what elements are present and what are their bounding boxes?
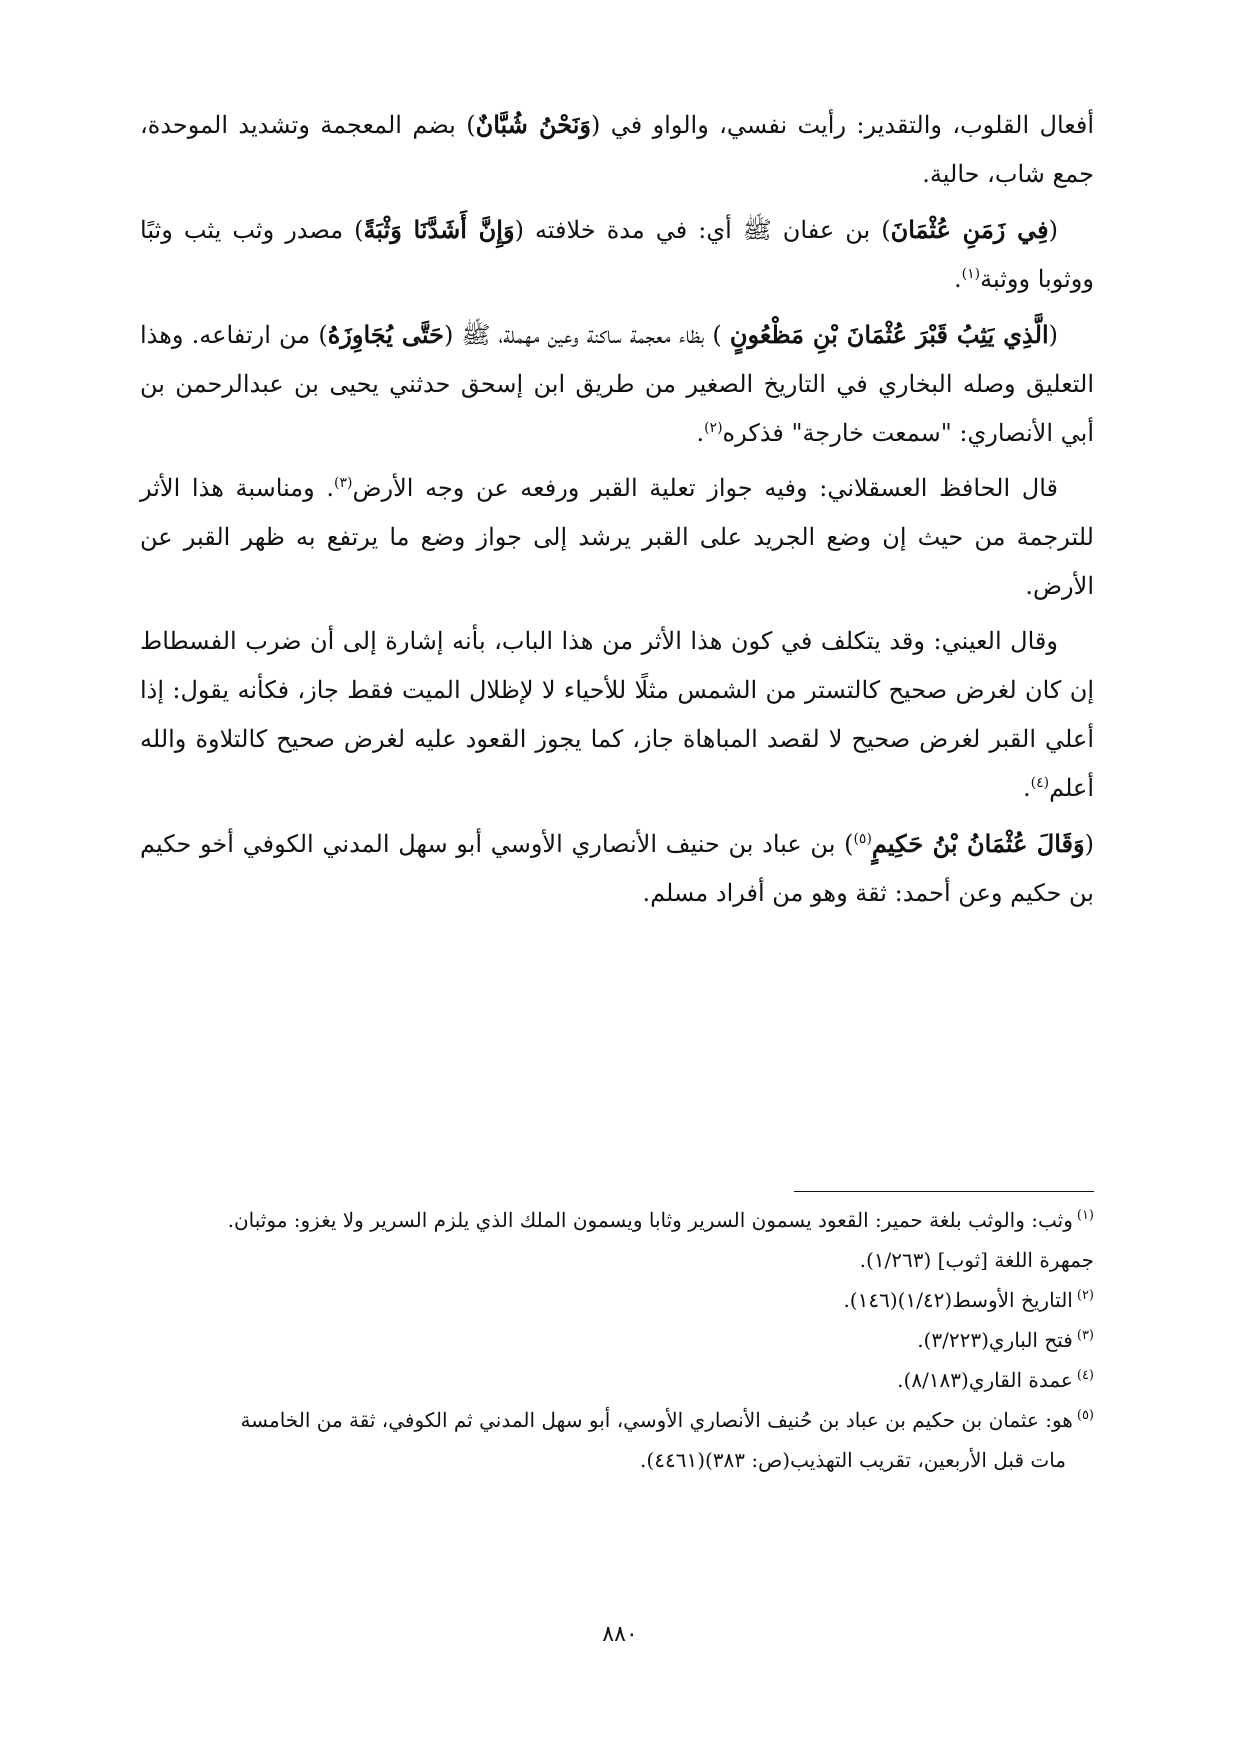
footnote-ref-4[interactable]: (٤): [1030, 775, 1050, 791]
paragraph-3: [140, 310, 1094, 458]
text-run: (: [1048, 321, 1058, 349]
footnote-number: (١): [1076, 1208, 1094, 1224]
text-run: .: [954, 265, 962, 293]
bold-quote: وَقَالَ عُثْمَانُ بْنُ حَكِيمٍ: [871, 829, 1085, 858]
text-run: ) بن عباد بن حنيف الأنصاري الأوسي أبو سهل المدني الكوفي أخو حكيم بن حكيم وعن أحمد: ثقة وهو من أفراد مسلم.: [140, 830, 1094, 907]
bold-quote: فِي زَمَنِ عُثْمَانَ: [890, 215, 1049, 244]
text-run: وقال العيني: وقد يتكلف في كون هذا الأثر من هذا الباب، بأنه إشارة إلى أن ضرب الفسطاط إن كان لغرض صحيح كالتستر من الشمس مثلًا للأحياء لا لإظلال الميت فقط جاز، فكأنه يقول: إذا أعلي القبر لغرض صحيح لا لقصد المباهاة جاز، كما يجوز القعود عليه لغرض صحيح كالتلاوة والله أعلم: [140, 627, 1094, 802]
bold-quote: وَنَحْنُ شُبَّانٌ: [475, 110, 591, 139]
text-run: (: [1084, 830, 1094, 858]
text-run: (: [1048, 216, 1058, 244]
footnote-divider: [794, 1191, 1094, 1192]
bold-quote: حَتَّى يُجَاوِزَهُ: [327, 320, 444, 349]
footnote-text: فتح الباري(٣/٢٢٣).: [917, 1328, 1073, 1352]
footnote-4: [140, 1360, 1094, 1400]
main-text: [140, 100, 1094, 918]
footnote-text: جمهرة اللغة [ثوب] (١/٢٦٣).: [859, 1248, 1094, 1272]
footnote-number: (٣): [1076, 1328, 1094, 1344]
footnote-text: وثب: والوثب بلغة حمير: القعود يسمون السرير وثابا ويسمون الملك الذي يلزم السرير ولا يغزو: موثبان.: [227, 1208, 1073, 1232]
paragraph-2: [140, 205, 1094, 304]
bold-quote: الَّذِي يَثِبُ قَبْرَ عُثْمَانَ بْنِ مَظْعُونٍ: [729, 320, 1049, 349]
paragraph-6: [140, 819, 1094, 918]
text-run: . ومناسبة هذا الأثر للترجمة من حيث إن وضع الجريد على القبر يرشد إلى جواز وضع ما يرتفع به ظهر القبر عن الأرض.: [140, 474, 1094, 600]
footnote-1: [140, 1200, 1094, 1240]
footnote-2: [140, 1280, 1094, 1320]
footnote-5-continued: [140, 1440, 1094, 1480]
text-run: قال الحافظ العسقلاني: وفيه جواز تعلية القبر ورفعه عن وجه الأرض: [352, 474, 1058, 502]
paragraph-5: [140, 617, 1094, 813]
footnote-number: (٥): [1076, 1408, 1094, 1424]
text-run: .: [1022, 774, 1031, 802]
paragraph-1: [140, 100, 1094, 199]
footnotes: [140, 1200, 1094, 1480]
footnote-text: التاريخ الأوسط(١/٤٢)(١٤٦).: [843, 1288, 1073, 1312]
text-run: .: [696, 419, 705, 447]
footnote-number: (٢): [1076, 1288, 1094, 1304]
footnote-ref-2[interactable]: (٢): [704, 420, 723, 436]
footnote-3: [140, 1320, 1094, 1360]
text-run: ) بظاء معجمة ساكنة وعين مهملة، ﷺ (: [443, 321, 730, 349]
footnote-ref-1[interactable]: (١): [961, 266, 981, 282]
paragraph-4: [140, 464, 1094, 611]
footnote-1-continued: [140, 1240, 1094, 1280]
footnote-number: (٤): [1076, 1368, 1094, 1384]
text-run: ) مصدر وثب يثب وثبًا ووثوبا ووثبة: [140, 216, 1094, 293]
text-run: ) بن عفان ﷺ أي: في مدة خلافته (: [514, 216, 891, 244]
text-run: أفعال القلوب، والتقدير: رأيت نفسي، والواو في (: [590, 111, 1094, 139]
footnote-text: مات قبل الأربعين، تقريب التهذيب(ص: ٣٨٣)(٤٤٦١).: [640, 1448, 1066, 1472]
text-run: ) من ارتفاعه. وهذا التعليق وصله البخاري في التاريخ الصغير من طريق ابن إسحق حدثني يحيى بن عبدالرحمن بن أبي الأنصاري: "سمعت خارجة" فذكره: [140, 321, 1094, 447]
footnote-ref-5[interactable]: (٥): [853, 831, 872, 847]
page-number: ٨٨٠: [602, 1622, 638, 1647]
bold-quote: وَإِنَّ أَشَدَّنَا وَثْبَةً: [363, 215, 515, 244]
footnote-text: عمدة القاري(٨/١٨٣).: [897, 1368, 1073, 1392]
footnote-5: [140, 1400, 1094, 1440]
footnote-text: هو: عثمان بن حكيم بن عباد بن حُنيف الأنصاري الأوسي، أبو سهل المدني ثم الكوفي، ثقة من الخامسة: [240, 1408, 1073, 1432]
footnote-ref-3[interactable]: (٣): [334, 475, 353, 491]
text-run: ) بضم المعجمة وتشديد الموحدة، جمع شاب، حالية.: [140, 111, 1094, 188]
